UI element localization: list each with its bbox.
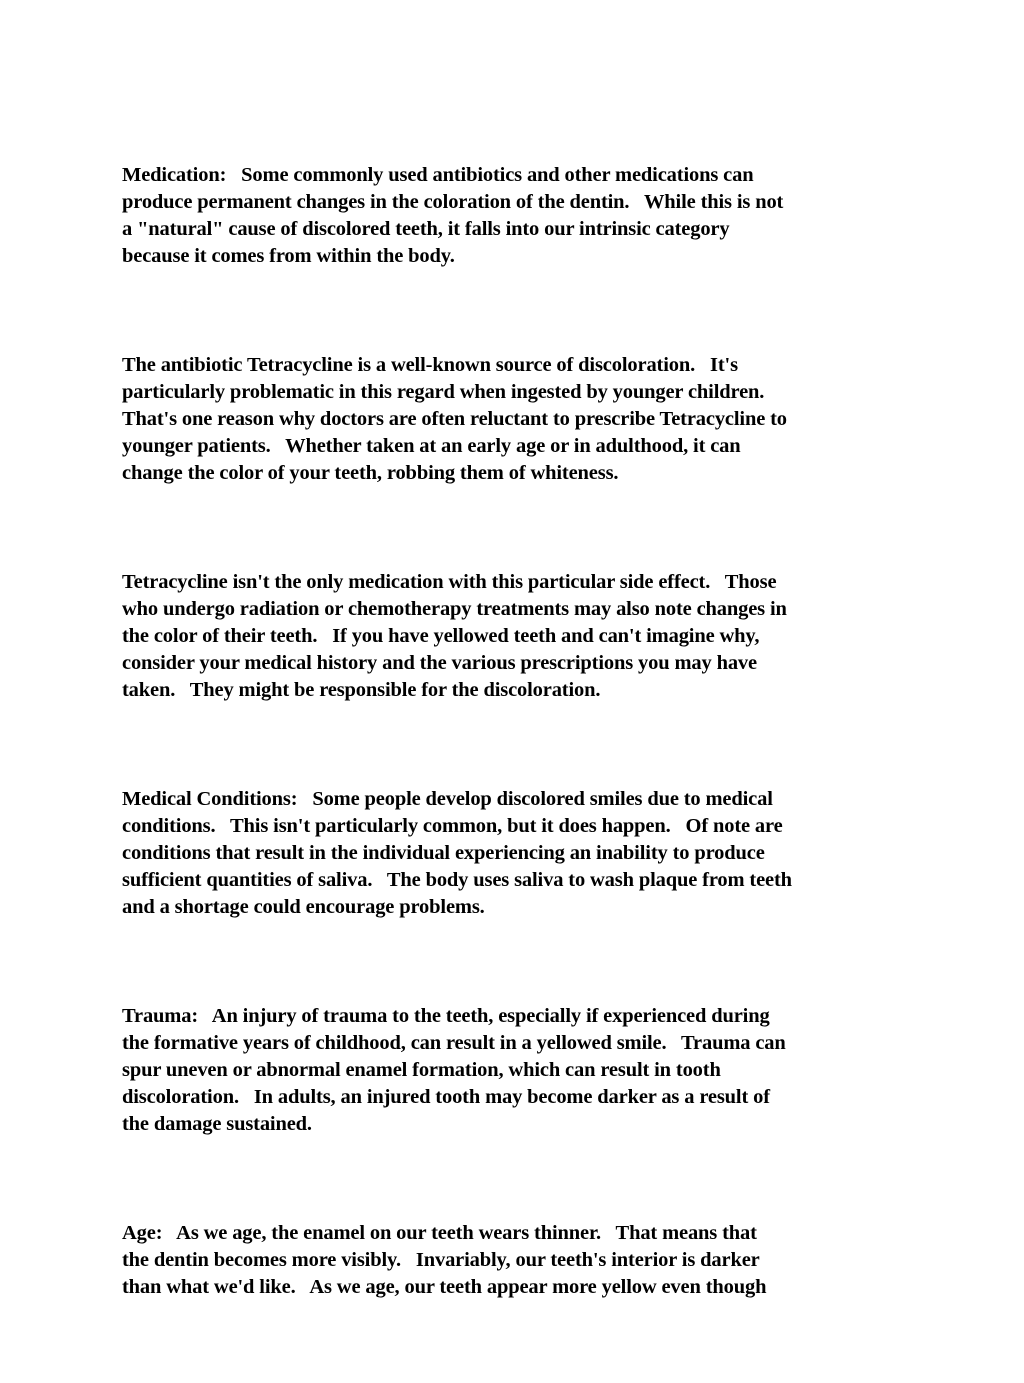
document-body <box>122 162 922 1383</box>
paragraph-medication <box>122 162 922 270</box>
text-line: the color of their teeth. If you have yellowed teeth and can't imagine why, <box>122 625 760 647</box>
text-line: change the color of your teeth, robbing them of whiteness. <box>122 462 619 484</box>
text-line: The antibiotic Tetracycline is a well-known source of discoloration. It's <box>122 354 738 376</box>
text-line: younger patients. Whether taken at an early age or in adulthood, it can <box>122 435 741 457</box>
text-line: That's one reason why doctors are often reluctant to prescribe Tetracycline to <box>122 408 787 430</box>
text-line: the dentin becomes more visibly. Invariably, our teeth's interior is darker <box>122 1249 760 1271</box>
text-line: spur uneven or abnormal enamel formation, which can result in tooth <box>122 1059 721 1081</box>
paragraph-other-medications <box>122 569 922 704</box>
text-line: Age: As we age, the enamel on our teeth wears thinner. That means that <box>122 1222 757 1244</box>
text-line: Tetracycline isn't the only medication with this particular side effect. Those <box>122 571 777 593</box>
paragraph-medical-conditions <box>122 786 922 921</box>
text-line: Trauma: An injury of trauma to the teeth, especially if experienced during <box>122 1005 770 1027</box>
text-line: Medical Conditions: Some people develop discolored smiles due to medical <box>122 788 773 810</box>
text-line: conditions. This isn't particularly common, but it does happen. Of note are <box>122 815 783 837</box>
paragraph-tetracycline <box>122 352 922 487</box>
text-line: conditions that result in the individual experiencing an inability to produce <box>122 842 765 864</box>
text-line: taken. They might be responsible for the discoloration. <box>122 679 601 701</box>
text-line: a "natural" cause of discolored teeth, it falls into our intrinsic category <box>122 218 730 240</box>
text-line: because it comes from within the body. <box>122 245 455 267</box>
text-line: and a shortage could encourage problems. <box>122 896 485 918</box>
paragraph-trauma <box>122 1003 922 1138</box>
paragraph-age <box>122 1220 922 1301</box>
text-line: sufficient quantities of saliva. The body uses saliva to wash plaque from teeth <box>122 869 792 891</box>
text-line: particularly problematic in this regard when ingested by younger children. <box>122 381 765 403</box>
text-line: the damage sustained. <box>122 1113 312 1135</box>
text-line: than what we'd like. As we age, our teeth appear more yellow even though <box>122 1276 767 1298</box>
text-line: Medication: Some commonly used antibiotics and other medications can <box>122 164 754 186</box>
text-line: consider your medical history and the various prescriptions you may have <box>122 652 757 674</box>
text-line: who undergo radiation or chemotherapy treatments may also note changes in <box>122 598 787 620</box>
text-line: discoloration. In adults, an injured tooth may become darker as a result of <box>122 1086 770 1108</box>
text-line: the formative years of childhood, can result in a yellowed smile. Trauma can <box>122 1032 786 1054</box>
text-line: produce permanent changes in the coloration of the dentin. While this is not <box>122 191 784 213</box>
